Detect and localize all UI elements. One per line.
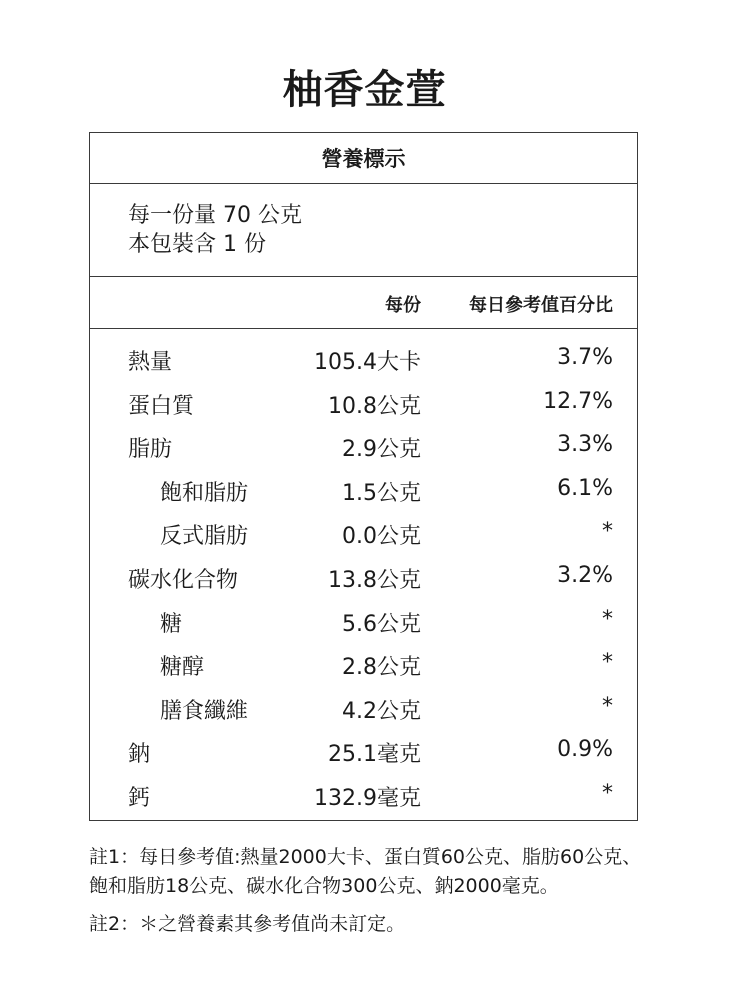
nutrient-subrow <box>90 468 637 512</box>
nutrient-name: 鈣 <box>128 785 151 811</box>
column-header-per-serving: 每份 <box>385 295 421 316</box>
nutrient-table <box>90 329 637 817</box>
nutrient-row <box>90 337 637 381</box>
nutrient-row <box>90 424 637 468</box>
nutrient-name: 飽和脂肪 <box>160 480 249 506</box>
nutrient-daily-value: * <box>602 519 613 545</box>
nutrient-amount: 105.4大卡 <box>314 350 421 375</box>
nutrient-name: 鈉 <box>128 742 151 768</box>
nutrient-daily-value: 6.1% <box>557 475 613 501</box>
footnote-1: 註1：每日參考值:熱量2000大卡、蛋白質60公克、脂肪60公克、飽和脂肪18公克、碳水化合物300公克、鈉2000毫克。 <box>89 846 642 897</box>
column-header-row <box>90 277 637 329</box>
nutrient-daily-value: * <box>602 650 613 676</box>
nutrient-subrow <box>90 686 637 730</box>
nutrient-row <box>90 381 637 425</box>
footnotes <box>89 843 649 939</box>
nutrient-row <box>90 773 637 817</box>
nutrient-daily-value: 3.3% <box>557 432 613 458</box>
column-header-daily-value: 每日參考值百分比 <box>469 295 613 316</box>
nutrient-name: 蛋白質 <box>128 393 195 419</box>
nutrient-daily-value: * <box>602 780 613 806</box>
nutrient-amount: 2.9公克 <box>342 437 421 463</box>
nutrient-name: 膳食纖維 <box>160 698 249 724</box>
serving-size: 每一份量 70 公克 <box>128 203 302 228</box>
product-title: 柚香金萱 <box>282 67 447 113</box>
nutrient-subrow <box>90 511 637 555</box>
nutrient-daily-value: * <box>602 693 613 719</box>
nutrient-amount: 0.0公克 <box>342 524 421 550</box>
nutrient-row <box>90 555 637 599</box>
nutrient-amount: 132.9毫克 <box>314 785 421 811</box>
nutrient-daily-value: 3.7% <box>557 345 613 370</box>
nutrient-amount: 2.8公克 <box>342 655 421 681</box>
nutrient-subrow <box>90 599 637 643</box>
panel-title: 營養標示 <box>90 133 637 184</box>
nutrient-daily-value: 12.7% <box>543 388 613 414</box>
nutrient-row <box>90 729 637 773</box>
nutrient-amount: 1.5公克 <box>342 480 421 506</box>
footnote-2: 註2：＊之營養素其參考值尚未訂定。 <box>89 913 406 935</box>
nutrient-subrow <box>90 642 637 686</box>
nutrient-amount: 4.2公克 <box>342 698 421 724</box>
nutrient-name: 糖 <box>160 611 183 637</box>
nutrient-name: 碳水化合物 <box>128 567 239 593</box>
nutrition-facts-panel <box>89 132 638 821</box>
servings-per-package: 本包裝含 1 份 <box>128 232 266 257</box>
nutrient-name: 熱量 <box>128 350 173 375</box>
nutrient-amount: 25.1毫克 <box>328 742 421 768</box>
nutrient-daily-value: * <box>602 606 613 632</box>
nutrient-amount: 13.8公克 <box>328 567 421 593</box>
nutrient-name: 糖醇 <box>160 655 205 681</box>
nutrient-daily-value: 0.9% <box>557 737 613 763</box>
nutrient-amount: 10.8公克 <box>328 393 421 419</box>
nutrient-amount: 5.6公克 <box>342 611 421 637</box>
nutrient-daily-value: 3.2% <box>557 562 613 588</box>
serving-info <box>90 184 637 277</box>
nutrient-name: 脂肪 <box>128 437 173 463</box>
nutrient-name: 反式脂肪 <box>160 524 249 550</box>
